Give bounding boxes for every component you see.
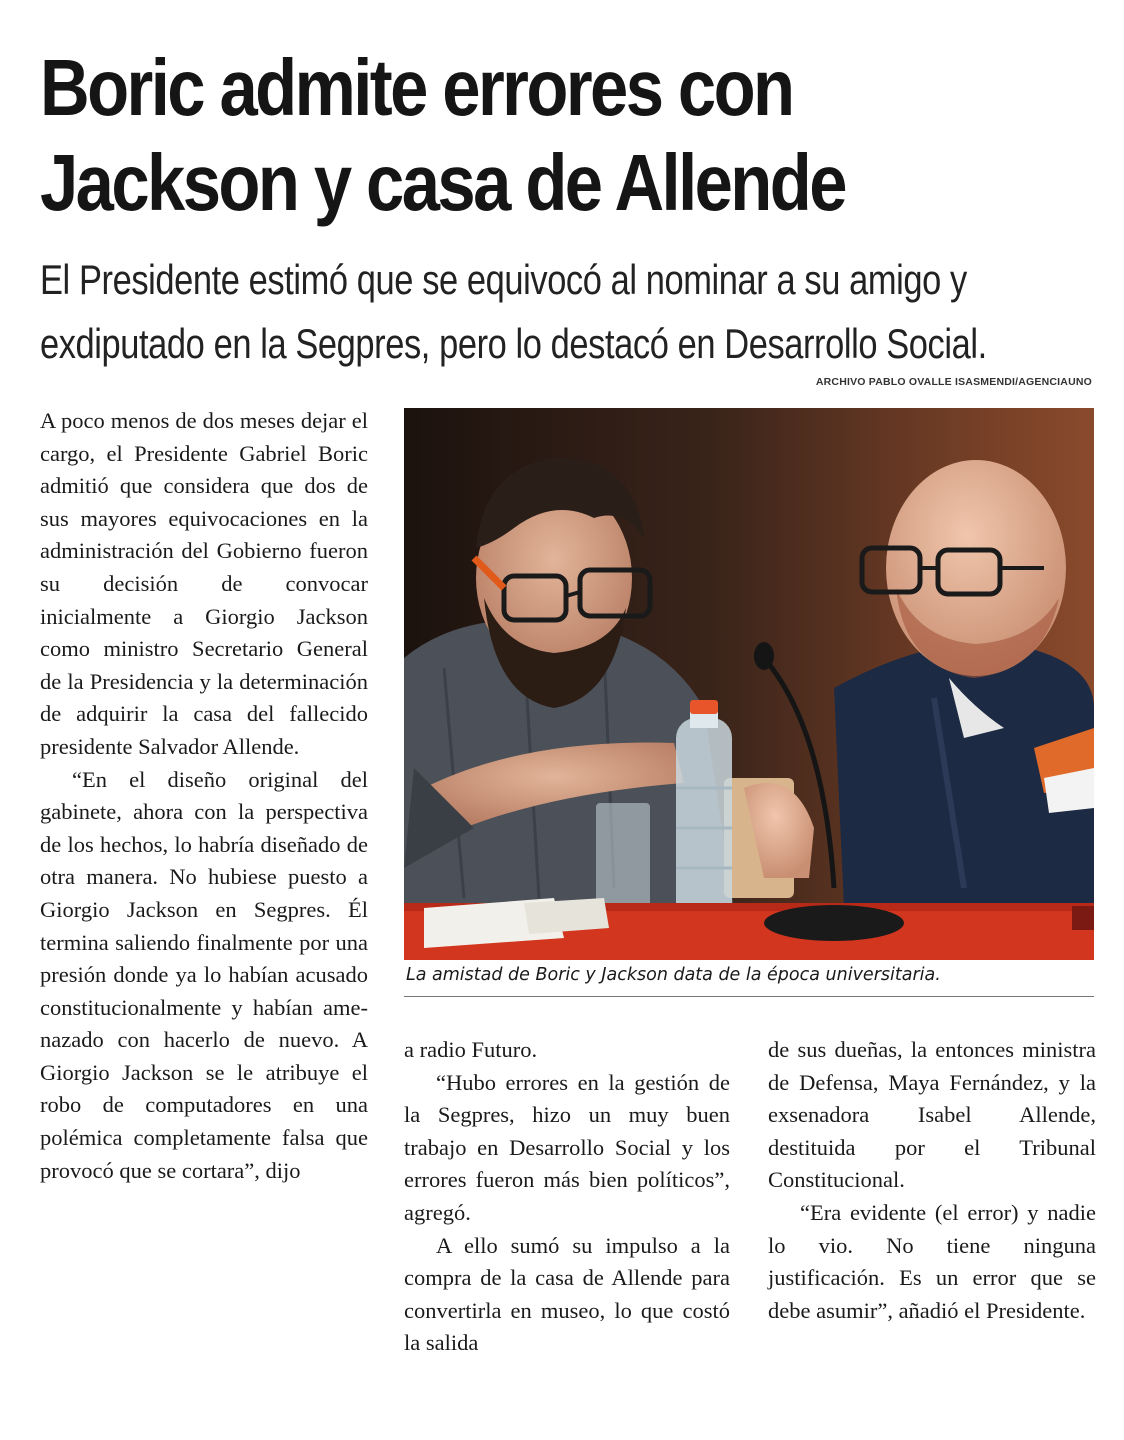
- paragraph: “Era evidente (el error) y nadie lo vio. No tiene ninguna justificación. Es un error que se debe asumir”, añadió el Presidente.: [768, 1199, 1096, 1323]
- photo-caption: La amistad de Boric y Jackson data de la época universitaria.: [406, 965, 941, 985]
- photo-illustration: [404, 408, 1094, 960]
- paragraph: a radio Futuro.: [404, 1037, 538, 1062]
- subheadline-line-2: exdiputado en la Segpres, pero lo destacó en Desarrollo Social.: [40, 320, 987, 367]
- headline: [40, 40, 1106, 230]
- paragraph: de sus dueñas, la entonces ministra de Defensa, Maya Fernández, y la exsenadora Isabel Allende, destituida por el Tribunal Constitucional.: [768, 1037, 1096, 1193]
- paragraph: A poco menos de dos meses dejar el cargo, el Presidente Gabriel Boric admitió que considera que dos de sus mayores equivocaciones en la administración del Gobierno fueron su decisión de convocar inicialmente a Giorgio Jackson como ministro Secretario General de la Presidencia y la determinación de adquirir la casa del fallecido presidente Salvador Allende.: [40, 408, 368, 759]
- headline-line-1: Boric admite errores con: [40, 43, 793, 132]
- article-column-2: [404, 1034, 730, 1360]
- paragraph: “En el diseño original del gabinete, ahora con la perspectiva de los hechos, lo habría diseñado de otra manera. No hubiese puesto a Giorgio Jackson en Segpres. Él termina saliendo finalmente por una presión donde ya lo habían acusado constitucionalmente y habían amenazado con hacerlo de nuevo. A Giorgio Jackson se le atribuye el robo de computadores en una polémica completamente falsa que provocó que se cortara”, dijo: [40, 766, 368, 1183]
- headline-line-2: Jackson y casa de Allende: [40, 138, 845, 227]
- caption-divider: [404, 996, 1094, 997]
- article-photo: [404, 408, 1094, 960]
- photo-credit: ARCHIVO PABLO OVALLE ISASMENDI/AGENCIAUNO: [815, 376, 1092, 388]
- paragraph: A ello sumó su impulso a la compra de la casa de Allende para convertirla en museo, lo que costó la salida: [404, 1232, 730, 1356]
- article-column-1: [40, 405, 368, 1187]
- article-column-3: [768, 1034, 1096, 1327]
- paragraph: “Hubo errores en la gestión de la Segpres, hizo un muy buen trabajo en Desarrollo Social y los errores fueron más bien políticos”, agregó.: [404, 1069, 730, 1225]
- subheadline: [40, 248, 1106, 376]
- subheadline-line-1: El Presidente estimó que se equivocó al nominar a su amigo y: [40, 256, 967, 303]
